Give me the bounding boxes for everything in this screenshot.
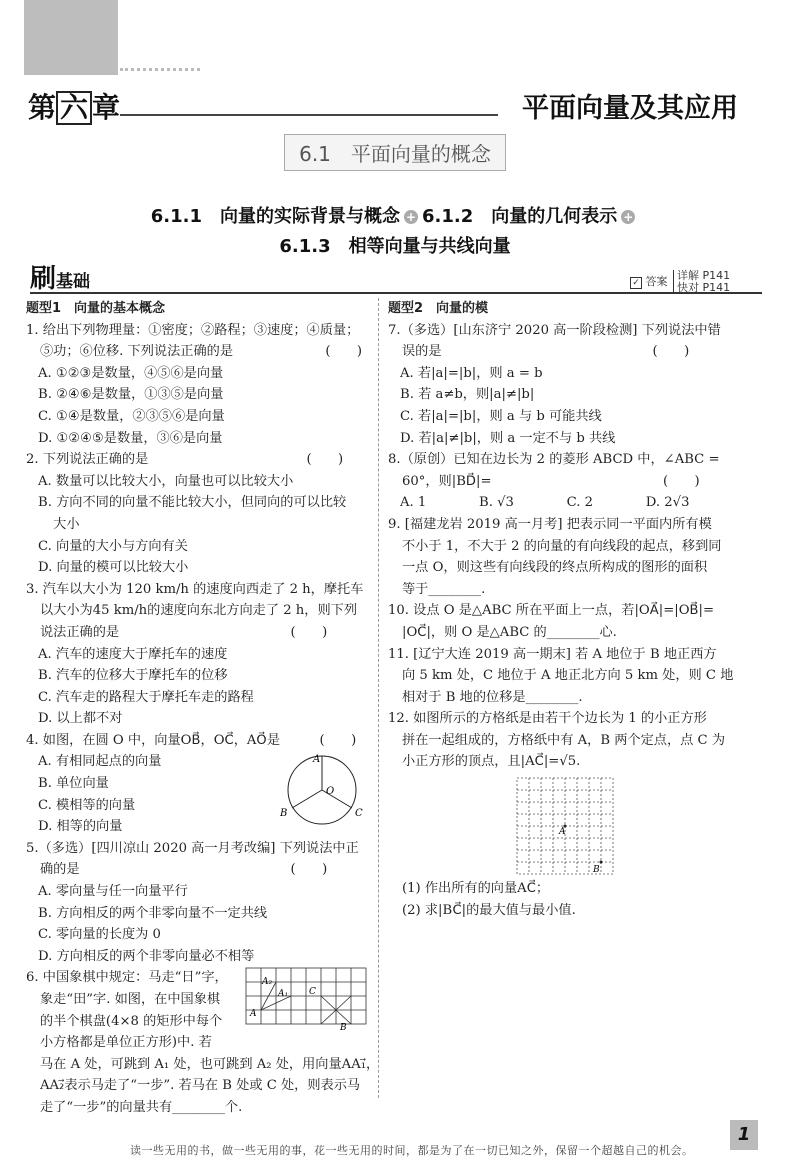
text-line: 象走“田”字. 如图，在中国象棋 bbox=[40, 992, 221, 1007]
text-line: C. 汽车走的路程大于摩托车走的路程 bbox=[38, 689, 254, 705]
text-line: 一点 O，则这些有向线段的终点所构成的图形的面积 bbox=[402, 560, 708, 576]
text-line: 说法正确的是 ( ) bbox=[40, 624, 328, 640]
corner-decoration bbox=[24, 0, 118, 75]
text-line: A. 1 B. √3 C. 2 D. 2√3 bbox=[400, 495, 690, 511]
right-column-after-figure bbox=[388, 878, 758, 921]
label-a: A bbox=[313, 754, 321, 765]
text-line: D. ①②④⑤是数量，③⑥是向量 bbox=[38, 430, 223, 446]
plus-icon: + bbox=[405, 210, 417, 224]
svg-text:A: A bbox=[559, 827, 566, 837]
subsection-line-1 bbox=[0, 202, 790, 228]
text-line: 等于________. bbox=[402, 581, 486, 597]
text-line: C. 向量的大小与方向有关 bbox=[38, 538, 188, 554]
chapter-title: 平面向量及其应用 bbox=[522, 93, 738, 124]
text-line: 以大小为45 km/h的速度向东北方向走了 2 h，则下列 bbox=[40, 603, 358, 619]
text-line: 7.（多选）[山东济宁 2020 高一阶段检测] 下列说法中错 bbox=[388, 322, 721, 338]
text-line: 拼在一起组成的，方格纸中有 A，B 两个定点，点 C 为 bbox=[402, 732, 726, 748]
section-name: 平面向量的概念 bbox=[350, 142, 491, 166]
text-line: 走了“一步”的向量共有________个. bbox=[40, 1099, 243, 1115]
text-line: A. 数量可以比较大小，向量也可以比较大小 bbox=[38, 473, 294, 489]
svg-text:B: B bbox=[340, 1023, 347, 1030]
svg-text:B: B bbox=[593, 865, 600, 875]
chapter-rule bbox=[120, 114, 498, 116]
text-line: D. 向量的模可以比较大小 bbox=[38, 560, 189, 576]
text-line: 误的是 ( ) bbox=[402, 344, 690, 360]
text-line: (1) 作出所有的向量AC⃗； bbox=[402, 881, 550, 896]
question-type-heading: 题型1 向量的基本概念 bbox=[26, 301, 166, 316]
text-line: C. 模相等的向量 bbox=[38, 797, 136, 813]
column-divider bbox=[378, 298, 379, 1098]
text-line: B. 汽车的位移大于摩托车的位移 bbox=[38, 668, 228, 684]
text-line: 10. 设点 O 是△ABC 所在平面上一点，若|OA⃗|=|OB⃗|= bbox=[388, 603, 715, 619]
label-o: O bbox=[326, 786, 335, 797]
text-line: C. ①④是数量，②③⑤⑥是向量 bbox=[38, 408, 225, 424]
text-line: 3. 汽车以大小为 120 km/h 的速度向西走了 2 h，摩托车 bbox=[26, 581, 364, 597]
text-line: 马在 A 处，可跳到 A₁ 处，也可跳到 A₂ 处，用向量AA₁⃗， bbox=[40, 1056, 380, 1072]
text-line: 小方格都是单位正方形)中. 若 bbox=[40, 1035, 212, 1051]
text-line: A. 若|a|=|b|，则 a = b bbox=[400, 365, 543, 381]
text-line: 60°，则|BD⃗|= ( ) bbox=[402, 473, 700, 489]
text-line: 的半个棋盘(4×8 的矩形中每个 bbox=[40, 1013, 223, 1029]
plus-icon: + bbox=[623, 210, 634, 224]
text-line: B. 方向相反的两个非零向量不一定共线 bbox=[38, 905, 268, 921]
section-title bbox=[0, 134, 790, 171]
text-line: 确的是 ( ) bbox=[40, 862, 328, 878]
text-line: 8.（原创）已知在边长为 2 的菱形 ABCD 中，∠ABC = bbox=[388, 452, 720, 468]
text-line: D. 若|a|≠|b|，则 a 一定不与 b 共线 bbox=[400, 430, 616, 446]
text-line: 4. 如图，在圆 O 中，向量OB⃗，OC⃗，AO⃗是 ( ) bbox=[26, 732, 357, 748]
text-line: C. 零向量的长度为 0 bbox=[38, 927, 161, 943]
svg-text:A₁: A₁ bbox=[278, 989, 289, 999]
page-number: 1 bbox=[730, 1120, 758, 1150]
text-line: 2. 下列说法正确的是 ( ) bbox=[26, 452, 344, 468]
subsection-3: 6.1.3 相等向量与共线向量 bbox=[279, 236, 511, 257]
corner-dots bbox=[120, 68, 200, 71]
svg-text:A₂: A₂ bbox=[262, 977, 273, 987]
chess-board-figure bbox=[242, 966, 370, 1030]
chapter-label: 第 六 章 bbox=[28, 91, 121, 124]
text-line: 1. 给出下列物理量：①密度；②路程；③速度；④质量； bbox=[26, 322, 360, 338]
text-line: 不小于 1，不大于 2 的向量的有向线段的起点，移到同 bbox=[402, 538, 722, 554]
text-line: 小正方形的顶点，且|AC⃗|=√5. bbox=[402, 754, 581, 770]
basic-header: 刷基础 bbox=[30, 264, 91, 294]
text-line: A. ①②③是数量，④⑤⑥是向量 bbox=[38, 365, 224, 381]
label-c: C bbox=[355, 808, 363, 819]
text-line: |OC⃗|，则 O 是△ABC 的________心. bbox=[402, 624, 617, 640]
text-line: D. 以上都不对 bbox=[38, 711, 123, 727]
text-line: B. 若 a≠b，则|a|≠|b| bbox=[400, 387, 535, 403]
text-line: AA₂⃗表示马走了“一步”. 若马在 B 处或 C 处，则表示马 bbox=[40, 1078, 361, 1094]
text-line: B. ②④⑥是数量，①③⑤是向量 bbox=[38, 387, 224, 403]
chapter-number: 六 bbox=[56, 91, 92, 125]
header-rule bbox=[30, 292, 762, 294]
svg-text:C: C bbox=[309, 987, 316, 997]
text-line: 12. 如图所示的方格纸是由若干个边长为 1 的小正方形 bbox=[388, 711, 707, 727]
text-line: 6. 中国象棋中规定：马走“日”字， bbox=[26, 970, 228, 986]
text-line: B. 方向不同的向量不能比较大小，但同向的可以比较 bbox=[38, 495, 347, 511]
label-b: B bbox=[280, 808, 288, 819]
text-line: A. 零向量与任一向量平行 bbox=[38, 884, 188, 900]
subsection-2: 6.1.2 向量的几何表示 bbox=[422, 206, 618, 227]
text-line: 9. [福建龙岩 2019 高一月考] 把表示同一平面内所有模 bbox=[388, 516, 712, 532]
text-line: 11. [辽宁大连 2019 高一期末] 若 A 地位于 B 地正西方 bbox=[388, 646, 717, 662]
text-line: 相对于 B 地的位移是________. bbox=[402, 689, 583, 705]
circle-figure bbox=[270, 748, 370, 828]
right-column bbox=[388, 298, 758, 773]
text-line: (2) 求|BC⃗|的最大值与最小值. bbox=[402, 902, 576, 918]
subsection-1: 6.1.1 向量的实际背景与概念 bbox=[150, 206, 400, 227]
text-line: ⑤功；⑥位移. 下列说法正确的是 ( ) bbox=[40, 344, 362, 360]
grid-figure bbox=[515, 776, 615, 878]
check-icon: ✓ bbox=[630, 277, 642, 289]
text-line: B. 单位向量 bbox=[38, 776, 109, 792]
footer-quote: 读一些无用的书，做一些无用的事，花一些无用的时间，都是为了在一切已知之外，保留一个超越自己的机会。 bbox=[130, 1144, 694, 1157]
text-line: A. 有相同起点的向量 bbox=[38, 754, 162, 770]
answer-box: ✓ 答案 详解 P141 快对 P141 bbox=[630, 270, 730, 294]
text-line: 5.（多选）[四川凉山 2020 高一月考改编] 下列说法中正 bbox=[26, 840, 359, 856]
text-line: 大小 bbox=[40, 516, 80, 532]
text-line: C. 若|a|=|b|，则 a 与 b 可能共线 bbox=[400, 408, 602, 424]
question-type-heading: 题型2 向量的模 bbox=[388, 301, 489, 316]
text-line: 向 5 km 处，C 地位于 A 地正北方向 5 km 处，则 C 地 bbox=[402, 668, 734, 684]
text-line: A. 汽车的速度大于摩托车的速度 bbox=[38, 646, 228, 662]
svg-text:A: A bbox=[250, 1009, 257, 1019]
text-line: D. 相等的向量 bbox=[38, 819, 123, 835]
section-number: 6.1 bbox=[299, 142, 331, 166]
text-line: D. 方向相反的两个非零向量必不相等 bbox=[38, 948, 255, 964]
